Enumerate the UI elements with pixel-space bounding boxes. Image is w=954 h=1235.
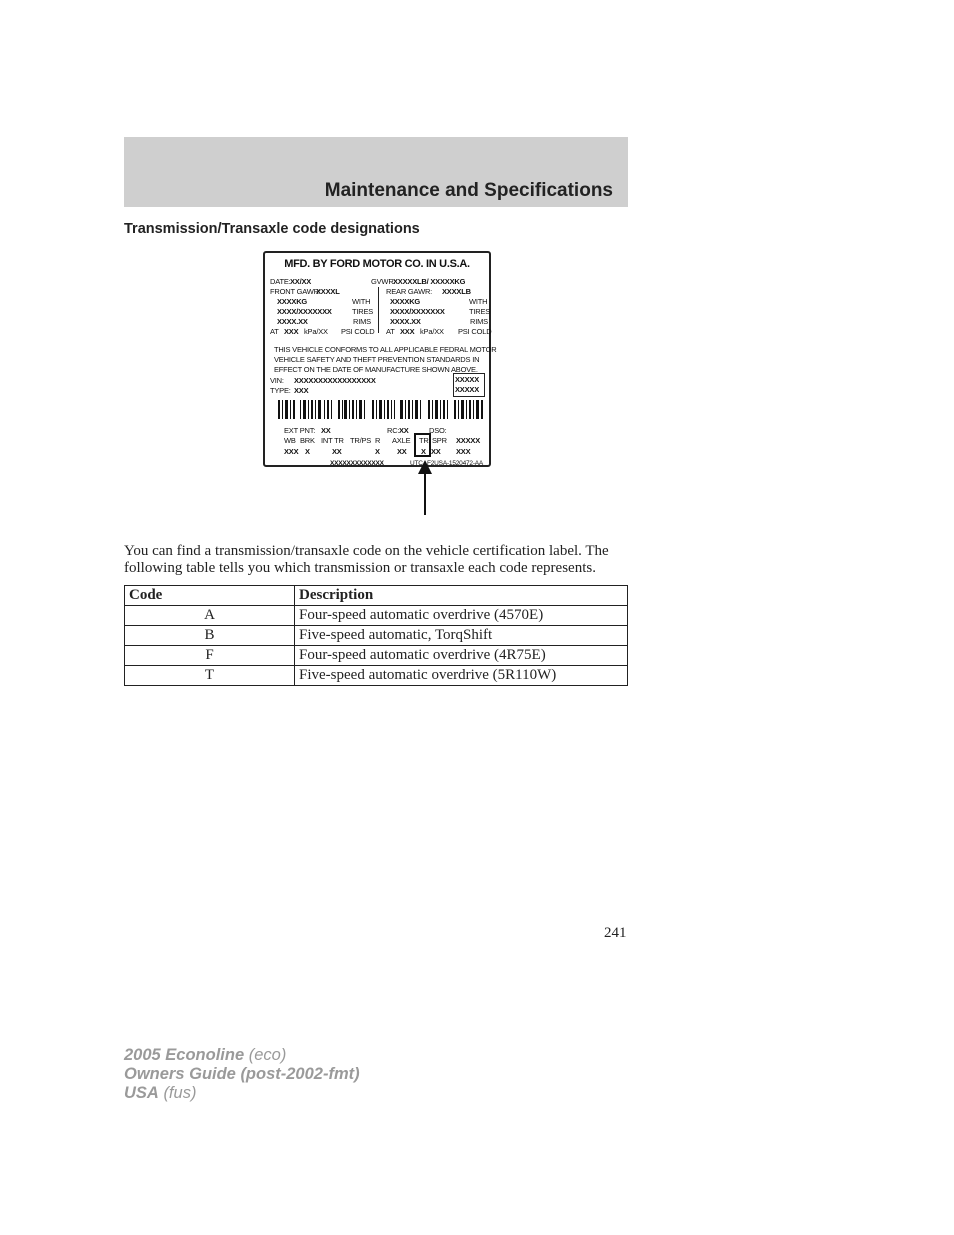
transmission-code-table — [124, 585, 628, 686]
label-dso-label: DSO: — [429, 426, 447, 435]
arrow-up-icon — [417, 460, 433, 515]
intro-paragraph: You can find a transmission/transaxle code on the vehicle certification label. The following table tells you which transmission or transaxle each code represents. — [124, 543, 609, 576]
label-spr: SPR — [432, 436, 447, 445]
page-number: 241 — [604, 925, 627, 941]
label-rear-at-value: XXX — [400, 327, 415, 336]
label-rear-gawr-value: XXXXLB — [442, 287, 471, 296]
label-ext-pnt-label: EXT PNT: — [284, 426, 316, 435]
table-header-row — [125, 586, 628, 606]
label-rear-kpa: kPa/XX — [420, 327, 444, 336]
label-rear-psi: PSI COLD — [458, 327, 492, 336]
label-last-value: XXX — [456, 447, 471, 456]
label-gvwr-label: GVWR: — [371, 277, 396, 286]
label-front-tires: TIRES — [352, 307, 374, 316]
footer-line-2 — [124, 1065, 360, 1084]
label-brk-value: X — [305, 447, 310, 456]
label-axle-value: XX — [397, 447, 407, 456]
label-wb-value: XXX — [284, 447, 299, 456]
description-cell: Five-speed automatic, TorqShift — [295, 626, 628, 646]
label-utc: UTC — [410, 460, 423, 467]
label-spr-x: XXXXX — [456, 436, 481, 445]
label-vin-label: VIN: — [270, 376, 284, 385]
transmission-code-highlight — [414, 433, 431, 457]
label-serial: XXXXXXXXXXXXX — [330, 460, 384, 467]
label-front-tire: XXXX/XXXXXXX — [277, 307, 332, 316]
footer-line-1 — [124, 1046, 360, 1065]
label-rear-gawr-label: REAR GAWR: — [386, 287, 433, 296]
label-front-gawr-value: XXXXL — [316, 287, 340, 296]
label-int-tr-value: XX — [332, 447, 342, 456]
page-title: Maintenance and Specifications — [324, 180, 613, 201]
label-ext-pnt-value: XX — [321, 426, 331, 435]
label-rear-kg: XXXXKG — [390, 297, 421, 306]
label-front-with: WITH — [352, 297, 371, 306]
table-row — [125, 646, 628, 666]
label-front-rim: XXXX.XX — [277, 317, 308, 326]
label-front-gawr-label: FRONT GAWR: — [270, 287, 321, 296]
label-brk: BRK — [300, 436, 315, 445]
label-conform-line-2: VEHICLE SAFETY AND THEFT PREVENTION STANDARDS IN — [274, 355, 480, 364]
table-row — [125, 606, 628, 626]
label-tr-value: X — [421, 447, 426, 456]
code-cell: T — [125, 666, 295, 686]
label-type-label: TYPE: — [270, 386, 291, 395]
document-footer — [124, 1046, 360, 1103]
description-cell: Four-speed automatic overdrive (4R75E) — [295, 646, 628, 666]
description-cell: Five-speed automatic overdrive (5R110W) — [295, 666, 628, 686]
label-date-value: XX/XX — [290, 277, 312, 286]
label-wb: WB — [284, 436, 296, 445]
label-box-bottom: XXXXX — [455, 385, 480, 394]
label-column-divider — [378, 287, 379, 333]
label-front-at-value: XXX — [284, 327, 299, 336]
label-rc-label: RC: — [387, 426, 400, 435]
label-gvwr-value: XXXXXLB/ XXXXXKG — [393, 277, 466, 286]
label-spr-value: XX — [431, 447, 441, 456]
label-front-kpa: kPa/XX — [304, 327, 328, 336]
label-tr-ps: TR/PS — [350, 436, 372, 445]
label-rear-tires: TIRES — [469, 307, 491, 316]
label-tr: TR — [419, 436, 429, 445]
barcode-graphic — [278, 400, 483, 419]
label-r: R — [375, 436, 381, 445]
label-rear-tire: XXXX/XXXXXXX — [390, 307, 445, 316]
label-box-top: XXXXX — [455, 375, 480, 384]
label-vin-value: XXXXXXXXXXXXXXXXX — [294, 376, 376, 385]
footer-market: USA — [124, 1084, 159, 1102]
label-conform-line-1: THIS VEHICLE CONFORMS TO ALL APPLICABLE FEDRAL MOTOR — [274, 345, 497, 354]
label-r-value: X — [375, 447, 380, 456]
footer-model-code: (eco) — [248, 1046, 287, 1064]
column-header-code: Code — [125, 586, 295, 606]
label-rear-rims: RIMS — [470, 317, 488, 326]
label-title: MFD. BY FORD MOTOR CO. IN U.S.A. — [284, 258, 470, 270]
label-rear-rim: XXXX.XX — [390, 317, 421, 326]
table-row — [125, 626, 628, 646]
footer-line-3 — [124, 1084, 360, 1103]
label-front-rims: RIMS — [353, 317, 371, 326]
section-heading: Transmission/Transaxle code designations — [124, 221, 420, 237]
code-cell: F — [125, 646, 295, 666]
label-conform-line-3: EFFECT ON THE DATE OF MANUFACTURE SHOWN ABOVE. — [274, 365, 478, 374]
label-front-at: AT — [270, 327, 279, 336]
footer-model: 2005 Econoline — [124, 1046, 245, 1064]
label-axle: AXLE — [392, 436, 411, 445]
label-rear-with: WITH — [469, 297, 488, 306]
footer-market-code: (fus) — [163, 1084, 197, 1102]
table-row — [125, 666, 628, 686]
label-type-value: XXX — [294, 386, 309, 395]
column-header-description: Description — [295, 586, 628, 606]
description-cell: Four-speed automatic overdrive (4570E) — [295, 606, 628, 626]
section-header-band — [124, 137, 628, 207]
label-front-kg: XXXXKG — [277, 297, 308, 306]
code-cell: B — [125, 626, 295, 646]
label-part-number: F2USA-1520472-AA — [427, 460, 484, 467]
certification-label-diagram — [263, 251, 497, 467]
code-cell: A — [125, 606, 295, 626]
label-int-tr: INT TR — [321, 436, 344, 445]
label-front-psi: PSI COLD — [341, 327, 375, 336]
label-date-label: DATE: — [270, 277, 291, 286]
label-rear-at: AT — [386, 327, 395, 336]
label-rc-value: XX — [399, 426, 409, 435]
footer-guide: Owners Guide (post-2002-fmt) — [124, 1065, 360, 1083]
